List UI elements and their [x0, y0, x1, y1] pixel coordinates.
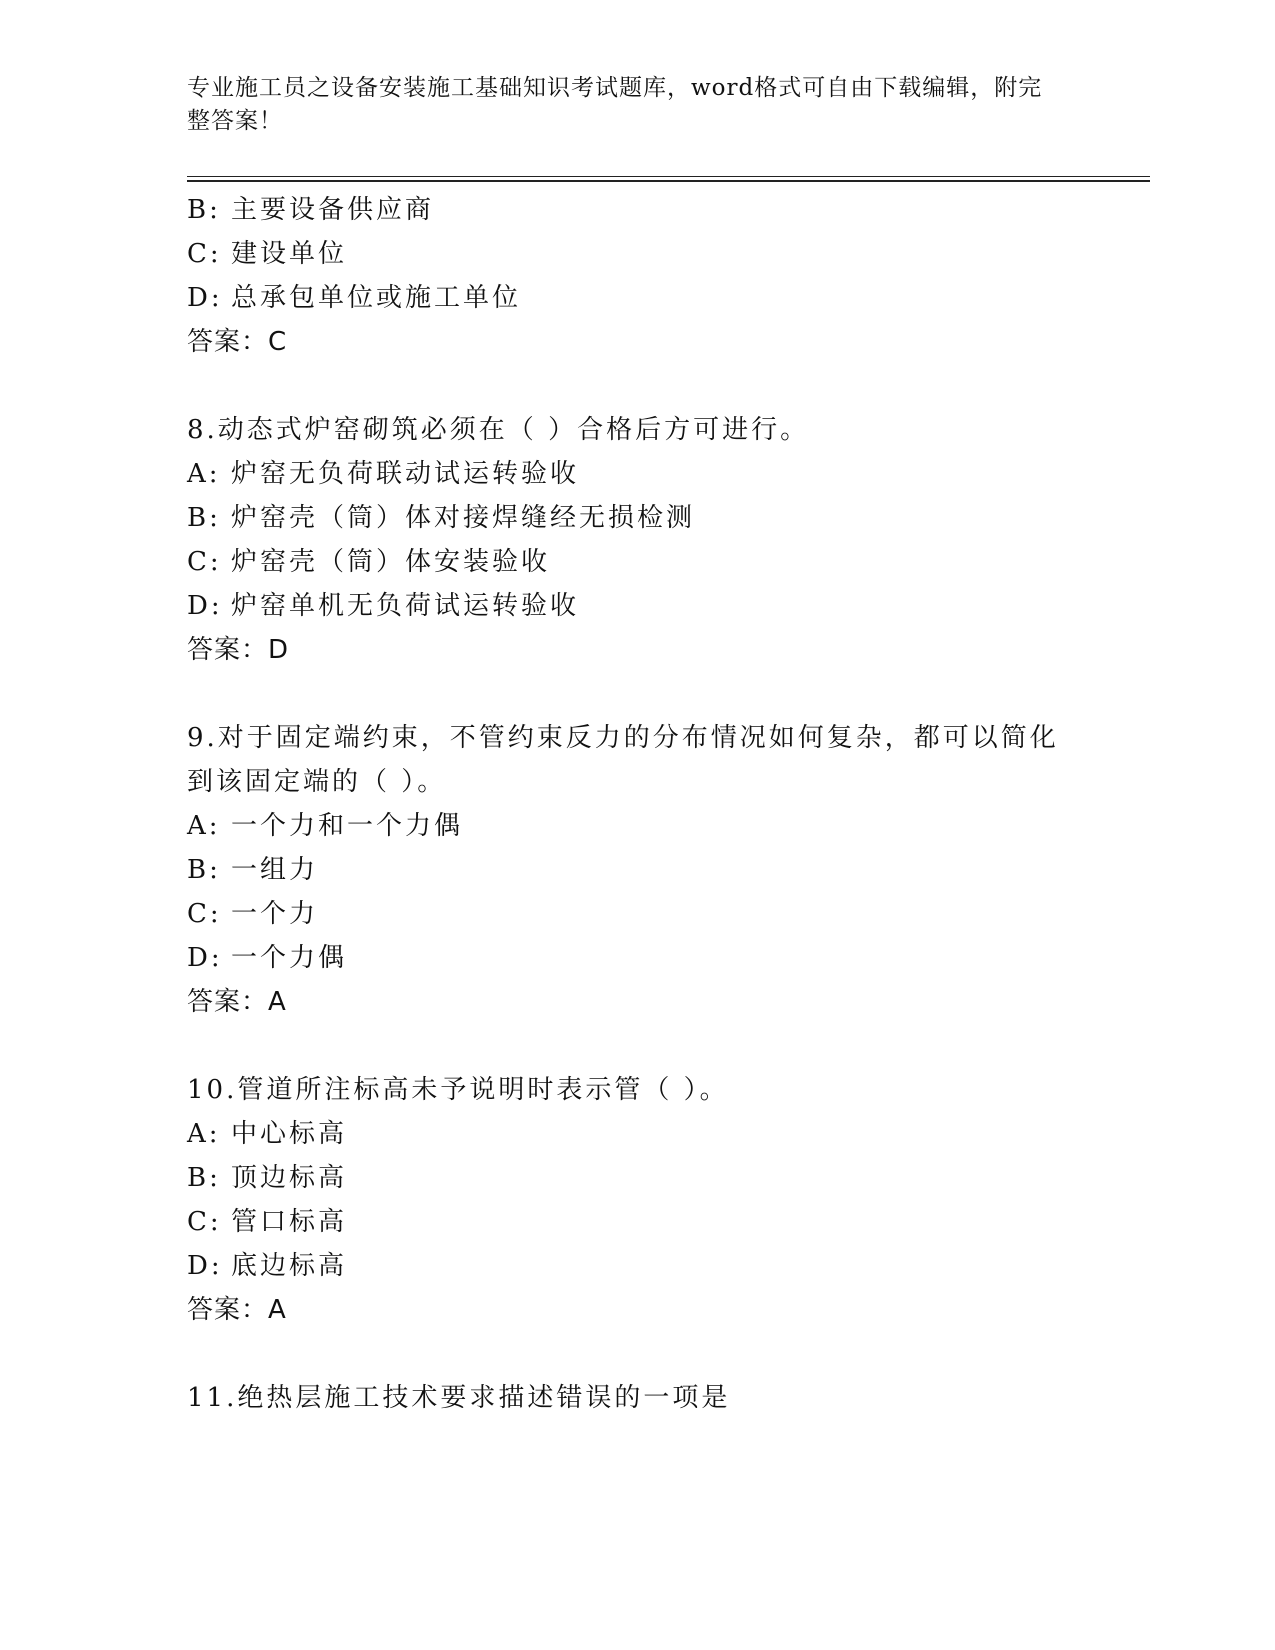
option-letter: D:: [187, 591, 223, 621]
option-text: 底边标高: [231, 1251, 348, 1281]
q9-question-line-1: 9.对于固定端约束，不管约束反力的分布情况如何复杂，都可以简化: [187, 723, 1059, 753]
q9-question-line-2: 到该固定端的（ ）。: [187, 767, 447, 797]
q9-option-a: [187, 810, 463, 842]
option-text: 一组力: [231, 855, 319, 885]
q9-option-b: [187, 854, 318, 886]
option-letter: C:: [187, 899, 222, 929]
option-letter: A:: [187, 811, 221, 841]
option-text: 主要设备供应商: [231, 195, 435, 225]
option-letter: C:: [187, 239, 222, 269]
q10-option-c: [187, 1206, 347, 1238]
option-letter: D:: [187, 943, 223, 973]
q11-question: 11.绝热层施工技术要求描述错误的一项是: [187, 1383, 731, 1413]
q10-question: 10.管道所注标高未予说明时表示管（ ）。: [187, 1075, 729, 1105]
option-text: 炉窑无负荷联动试运转验收: [231, 459, 580, 489]
option-letter: C:: [187, 1207, 222, 1237]
q7-option-d: [187, 282, 521, 314]
q8-option-b: [187, 502, 695, 534]
option-letter: A:: [187, 1119, 221, 1149]
option-letter: C:: [187, 547, 222, 577]
option-letter: B:: [187, 855, 221, 885]
q10-option-a: [187, 1118, 347, 1150]
option-text: 顶边标高: [231, 1163, 348, 1193]
q9-answer: 答案：A: [187, 987, 287, 1017]
header-divider-thick: [187, 180, 1150, 182]
option-letter: B:: [187, 503, 221, 533]
q8-option-a: [187, 458, 579, 490]
option-text: 一个力和一个力偶: [231, 811, 464, 841]
q7-option-b: [187, 194, 434, 226]
option-letter: D:: [187, 1251, 223, 1281]
header-line-2: 整答案！: [187, 108, 283, 134]
q8-option-d: [187, 590, 579, 622]
option-text: 一个力偶: [231, 943, 348, 973]
option-text: 建设单位: [231, 239, 348, 269]
document-header: [187, 72, 1067, 138]
option-text: 炉窑壳（筒）体安装验收: [231, 547, 551, 577]
option-text: 中心标高: [231, 1119, 348, 1149]
header-divider-thin: [187, 176, 1150, 177]
option-text: 炉窑壳（筒）体对接焊缝经无损检测: [231, 503, 696, 533]
q10-answer: 答案：A: [187, 1295, 287, 1325]
option-letter: D:: [187, 283, 223, 313]
q9-option-d: [187, 942, 347, 974]
option-text: 一个力: [231, 899, 319, 929]
q9-option-c: [187, 898, 318, 930]
header-line-1: 专业施工员之设备安装施工基础知识考试题库，word格式可自由下载编辑，附完: [187, 75, 1043, 101]
option-letter: B:: [187, 195, 221, 225]
q8-option-c: [187, 546, 550, 578]
option-letter: B:: [187, 1163, 221, 1193]
q8-question: 8.动态式炉窑砌筑必须在（ ）合格后方可进行。: [187, 415, 810, 445]
q7-answer: 答案：C: [187, 327, 288, 357]
option-text: 炉窑单机无负荷试运转验收: [231, 591, 580, 621]
q10-option-d: [187, 1250, 347, 1282]
q7-option-c: [187, 238, 347, 270]
option-letter: A:: [187, 459, 221, 489]
option-text: 总承包单位或施工单位: [231, 283, 522, 313]
q10-option-b: [187, 1162, 347, 1194]
q8-answer: 答案：D: [187, 635, 290, 665]
option-text: 管口标高: [231, 1207, 348, 1237]
